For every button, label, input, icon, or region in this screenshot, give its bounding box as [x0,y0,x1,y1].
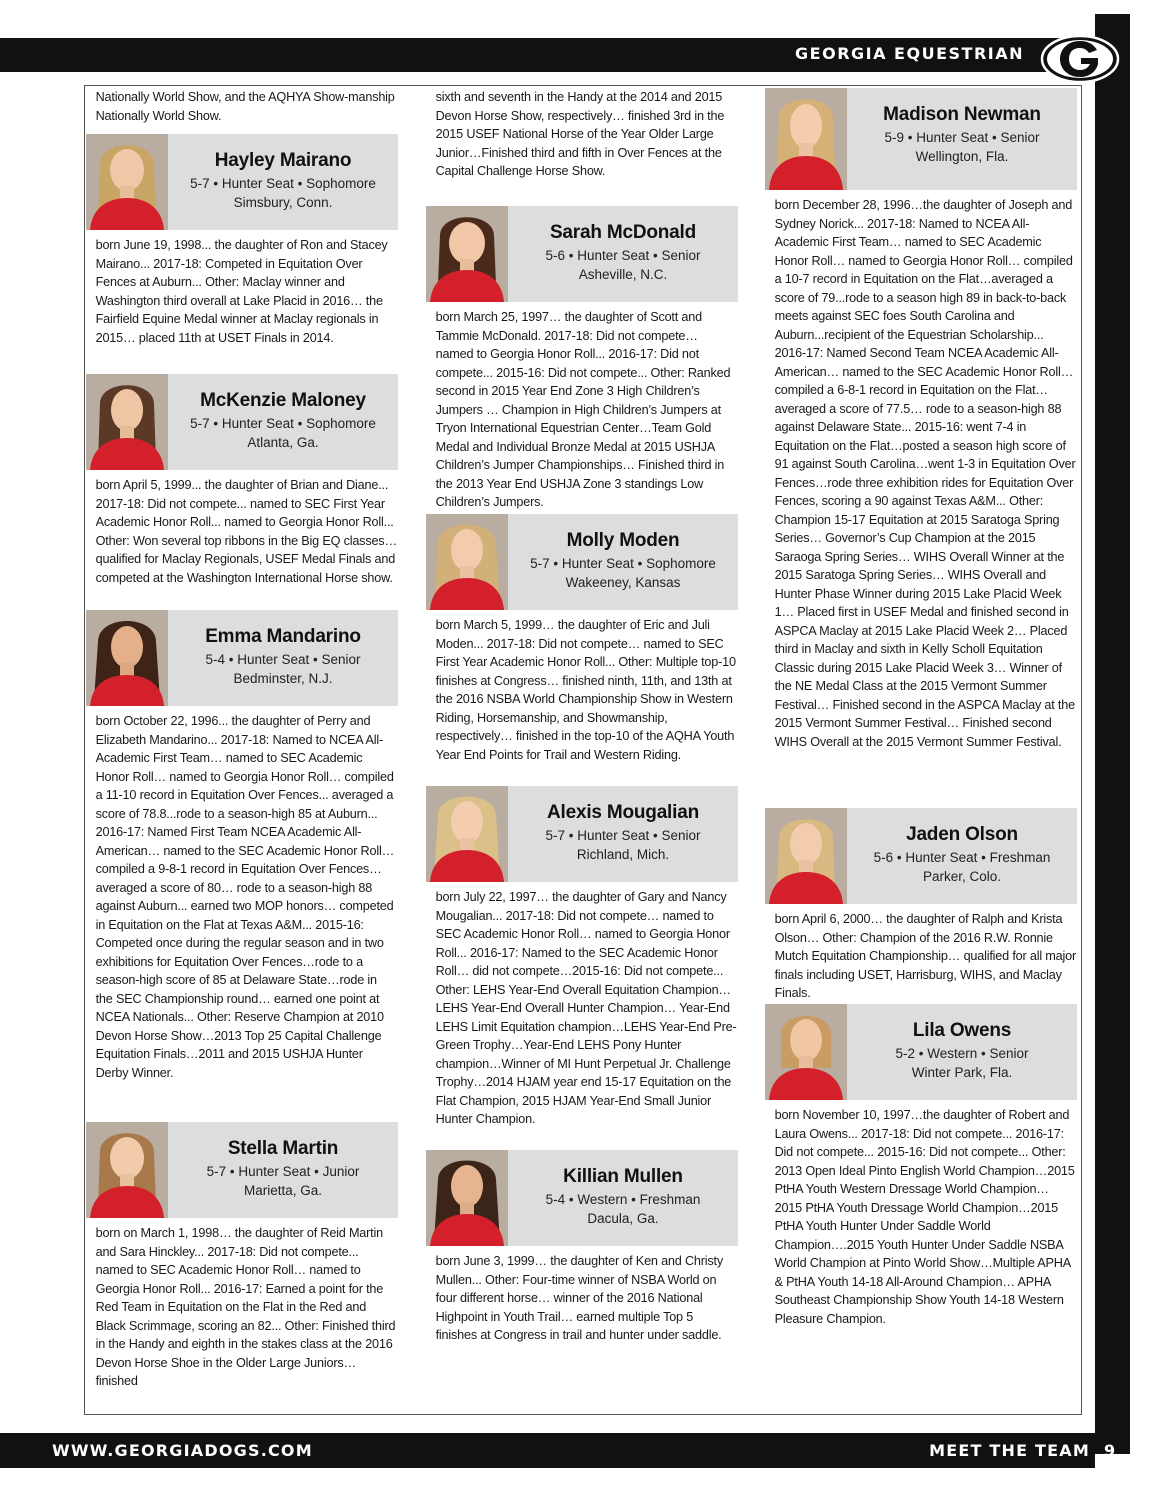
athlete-name: McKenzie Maloney [200,390,366,411]
athlete-hometown: Wellington, Fla. [915,149,1009,164]
profile-card [426,514,738,610]
athlete-bio: born April 6, 2000… the daughter of Ralph and Krista Olson… Other: Champion of the 2016 R.W. Ronnie Mutch Equitation Championship… qualified for all major finals including USET, Harrisburg, WIHS, and Maclay Finals. [774,911,1076,1000]
profile-card [765,808,1077,904]
athlete-name: Molly Moden [566,530,680,551]
right-edge-strip [1095,14,1130,1454]
intro-text: Nationally World Show, and the AQHYA Show-manship Nationally World Show. [95,89,395,123]
athlete-details: 5-9 • Hunter Seat • Senior [884,130,1040,145]
athlete-details: 5-2 • Western • Senior [895,1046,1029,1061]
footer-section: MEET THE TEAM [929,1441,1090,1460]
athlete-bio: born April 5, 1999... the daughter of Brian and Diane... 2017-18: Did not compete... named to SEC First Year Academic Honor Roll... named to Georgia Honor Roll... Other: Won several top ribbons in the Big EQ classes… qualified for Maclay Regionals, USEF Medal Finals and competed at the Washington International Horse show. [95,477,397,585]
athlete-name: Stella Martin [227,1138,339,1159]
athlete-photo [86,374,168,470]
athlete-hometown: Simsbury, Conn. [233,195,333,210]
athlete-details: 5-7 • Hunter Seat • Senior [545,828,701,843]
athlete-name: Emma Mandarino [205,626,361,647]
athlete-name: Lila Owens [912,1020,1012,1041]
header-title: GEORGIA EQUESTRIAN [795,44,1024,63]
profile-card [86,374,398,470]
intro-text: sixth and seventh in the Handy at the 2014 and 2015 Devon Horse Show, respectively… finished 3rd in the 2015 USEF National Horse of the Year Older Large Junior…Finished third and fifth in Over Fences at the Capital Challenge Horse Show. [435,89,725,178]
athlete-hometown: Wakeeney, Kansas [565,575,681,590]
athlete-bio: born December 28, 1996…the daughter of Joseph and Sydney Norick... 2017-18: Named to NCEA All-Academic First Team… named to SEC Academic Honor Roll… named to Georgia Honor Roll… compiled a 10-7 record in Equitation on the Flat…averaged a score of 79...rode to a season high 89 in back-to-back meets against SEC foes South Carolina and Auburn...recipient of the Equestrian Scholarship... 2016-17: Named Second Team NCEA Academic All-American… named to the SEC Academic Honor Roll… compiled a 6-8-1 record in Equitation on the Flat… averaged a score of 77.5… rode to a season-high 88 against Delaware State... 2015-16: went 7-4 in Equitation on the Flat…posted a season high score of 91 against South Carolina…went 1-3 in Equitation Over Fences…rode three exhibition rides for Equitation Over Fences, scoring a 90 against Texas A&M... Other: Champion 15-17 Equitation at 2015 Saratoga Spring Series… Governor’s Cup Champion at the 2015 Saraoga Spring Series… WIHS Overall Winner at the 2015 Saratoga Spring Series… WIHS Overall and Hunter Phase Winner during 2015 Lake Placid Week 1… Placed first in USEF Medal and finished second in ASPCA Maclay at 2015 Lake Placid Week 2… Placed third in Maclay and sixth in Kelly Scholl Equitation Classic during 2015 Lake Placid Week 3… Winner of the NE Medal Class at the 2015 Vermont Summer Festival… Finished second in the ASPCA Maclay at the 2015 Vermont Summer Festival… Finished second WIHS Overall at the 2015 Vermont Summer Festival. [774,197,1076,749]
athlete-details: 5-7 • Hunter Seat • Sophomore [190,176,376,191]
athlete-details: 5-7 • Hunter Seat • Sophomore [190,416,376,431]
athlete-hometown: Parker, Colo. [922,869,1002,884]
profile-card [765,88,1077,190]
athlete-hometown: Asheville, N.C. [578,267,668,282]
athlete-photo [86,610,168,706]
profile-card [426,786,738,882]
athlete-photo [426,514,508,610]
profile-card [86,134,398,230]
athlete-bio: born March 5, 1999… the daughter of Eric and Juli Moden... 2017-18: Did not compete… named to SEC First Year Academic Honor Roll... Other: Multiple top-10 finishes at Congress… finished ninth, 11th, and 13th at the 2016 NSBA World Championship Show in Western Riding, Horsemanship, and Showmanship, respectively… finished in the top-10 of the AQHA Youth Year End Points for Trail and Western Riding. [435,617,736,762]
athlete-hometown: Bedminster, N.J. [233,671,333,686]
athlete-name: Alexis Mougalian [546,802,699,823]
athlete-hometown: Atlanta, Ga. [247,435,319,450]
athlete-name: Killian Mullen [563,1166,683,1187]
georgia-g-logo-icon [1040,34,1120,84]
athlete-photo [765,88,847,190]
athlete-name: Madison Newman [883,104,1041,125]
athlete-details: 5-4 • Western • Freshman [545,1192,701,1207]
athlete-name: Jaden Olson [906,824,1018,845]
athlete-photo [426,1150,508,1246]
athlete-bio: born March 25, 1997… the daughter of Scott and Tammie McDonald. 2017-18: Did not compete… named to Georgia Honor Roll... 2016-17: Did not compete... 2015-16: Did not compete... Other: Ranked second in 2015 Year End Zone 3 High Children’s Jumpers … Champion in High Children’s Jumpers at Tryon International Equestrian Center…Team Gold Medal and Individual Bronze Medal at 2015 USHJA Children’s Jumper Championships… Finished third in the 2013 Year End USHJA Zone 3 standings Low Children’s Jumpers. [435,309,731,509]
athlete-bio: born on March 1, 1998… the daughter of Reid Martin and Sara Hinckley... 2017-18: Did not compete... named to SEC Academic Honor Roll… named to Georgia Honor Roll... 2016-17: Earned a point for the Red Team in Equitation on the Flat in the Red and Black Scrimmage, scoring an 82... Other: Finished third in the Handy and eighth in the stakes class at the 2016 Devon Horse Shoe in the Older Large Juniors… finished [95,1225,396,1388]
footer-website[interactable]: WWW.GEORGIADOGS.COM [52,1441,313,1460]
profile-card [86,1122,398,1218]
athlete-bio: born October 22, 1996... the daughter of Perry and Elizabeth Mandarino... 2017-18: Named to NCEA All-Academic First Team… named to SEC Academic Honor Roll… named to Georgia Honor Roll… compiled a 11-10 record in Equitation Over Fences... averaged a score of 78.8...rode to a season-high 85 at Auburn... 2016-17: Named First Team NCEA Academic All-American… named to the SEC Academic Honor Roll… compiled a 9-8-1 record in Equitation Over Fences…averaged a score of 80… rode to a season-high 88 against Auburn... earned two MOP honors… competed in Equitation on the Flat at Texas A&M... 2015-16: Competed once during the regular season and in two exhibitions for Equitation Over Fences…rode to a season-high score of 85 at Delaware State…rode in the SEC Championship round… earned one point at NCEA Nationals... Other: Reserve Champion at 2010 Devon Horse Show…2013 Top 25 Capital Challenge Equitation Finals…2011 and 2015 USHJA Hunter Derby Winner. [95,713,395,1080]
profile-card [765,1004,1077,1100]
column-3 [765,88,1077,1334]
page-number: 9 [1104,1441,1116,1460]
column-2 [426,88,738,1351]
athlete-bio: born June 19, 1998... the daughter of Ron and Stacey Mairano... 2017-18: Competed in Equitation Over Fences at Auburn... Other: Maclay winner and Washington third overall at Lake Placid in 2016… the Fairfield Equine Medal winner at Maclay regionals in 2015… placed 11th at USET Finals in 2014. [95,237,388,345]
athlete-photo [426,786,508,882]
athlete-photo [765,1004,847,1100]
athlete-bio: born November 10, 1997…the daughter of Robert and Laura Owens... 2017-18: Did not compete... 2016-17: Did not compete... 2015-16: Did not compete... Other: 2013 Open Ideal Pinto English World Champion…2015 PtHA Youth Western Dressage World Champion…2015 PtHA Youth Dressage World Champion…2015 PtHA Youth Hunter Under Saddle World Champion….2015 Youth Hunter Under Saddle NSBA World Champion at Pinto World Show…Multiple APHA & PtHA Youth 14-18 All-Around Champion… APHA Southeast Championship Show Youth 14-18 Western Pleasure Champion. [774,1107,1075,1326]
athlete-details: 5-6 • Hunter Seat • Senior [545,248,701,263]
athlete-name: Hayley Mairano [214,150,352,171]
athlete-hometown: Winter Park, Fla. [911,1065,1013,1080]
athlete-name: Sarah McDonald [549,222,697,243]
athlete-photo [765,808,847,904]
athlete-bio: born July 22, 1997… the daughter of Gary and Nancy Mougalian... 2017-18: Did not compete… named to SEC Academic Honor Roll… named to Georgia Honor Roll... 2016-17: Named to the SEC Academic Honor Roll… did not compete…2015-16: Did not compete... Other: LEHS Year-End Overall Equitation Champion… LEHS Year-End Overall Hunter Champion… Year-End LEHS Limit Equitation champion…LEHS Year-End Pre-Green Trophy…Year-End LEHS Pony Hunter champion…Winner of MI Hunt Perpetual Jr. Challenge Trophy…2014 HJAM year end 15-17 Equitation on the Flat Champion, 2015 HJAM Year-End Small Junior Hunter Champion. [435,889,737,1126]
athlete-photo [426,206,508,302]
athlete-photo [86,134,168,230]
profile-card [86,610,398,706]
athlete-hometown: Dacula, Ga. [587,1211,659,1226]
athlete-bio: born June 3, 1999… the daughter of Ken and Christy Mullen... Other: Four-time winner of NSBA World on four different horse… winner of the 2016 National Highpoint in Youth Trail… earned multiple Top 5 finishes at Congress in trail and hunter under saddle. [435,1253,724,1342]
profile-card [426,206,738,302]
column-1 [86,88,398,1397]
athlete-details: 5-7 • Hunter Seat • Junior [206,1164,360,1179]
profile-card [426,1150,738,1246]
athlete-photo [86,1122,168,1218]
athlete-details: 5-6 • Hunter Seat • Freshman [873,850,1051,865]
athlete-hometown: Marietta, Ga. [243,1183,323,1198]
athlete-hometown: Richland, Mich. [576,847,670,862]
athlete-details: 5-7 • Hunter Seat • Sophomore [530,556,716,571]
athlete-details: 5-4 • Hunter Seat • Senior [205,652,361,667]
